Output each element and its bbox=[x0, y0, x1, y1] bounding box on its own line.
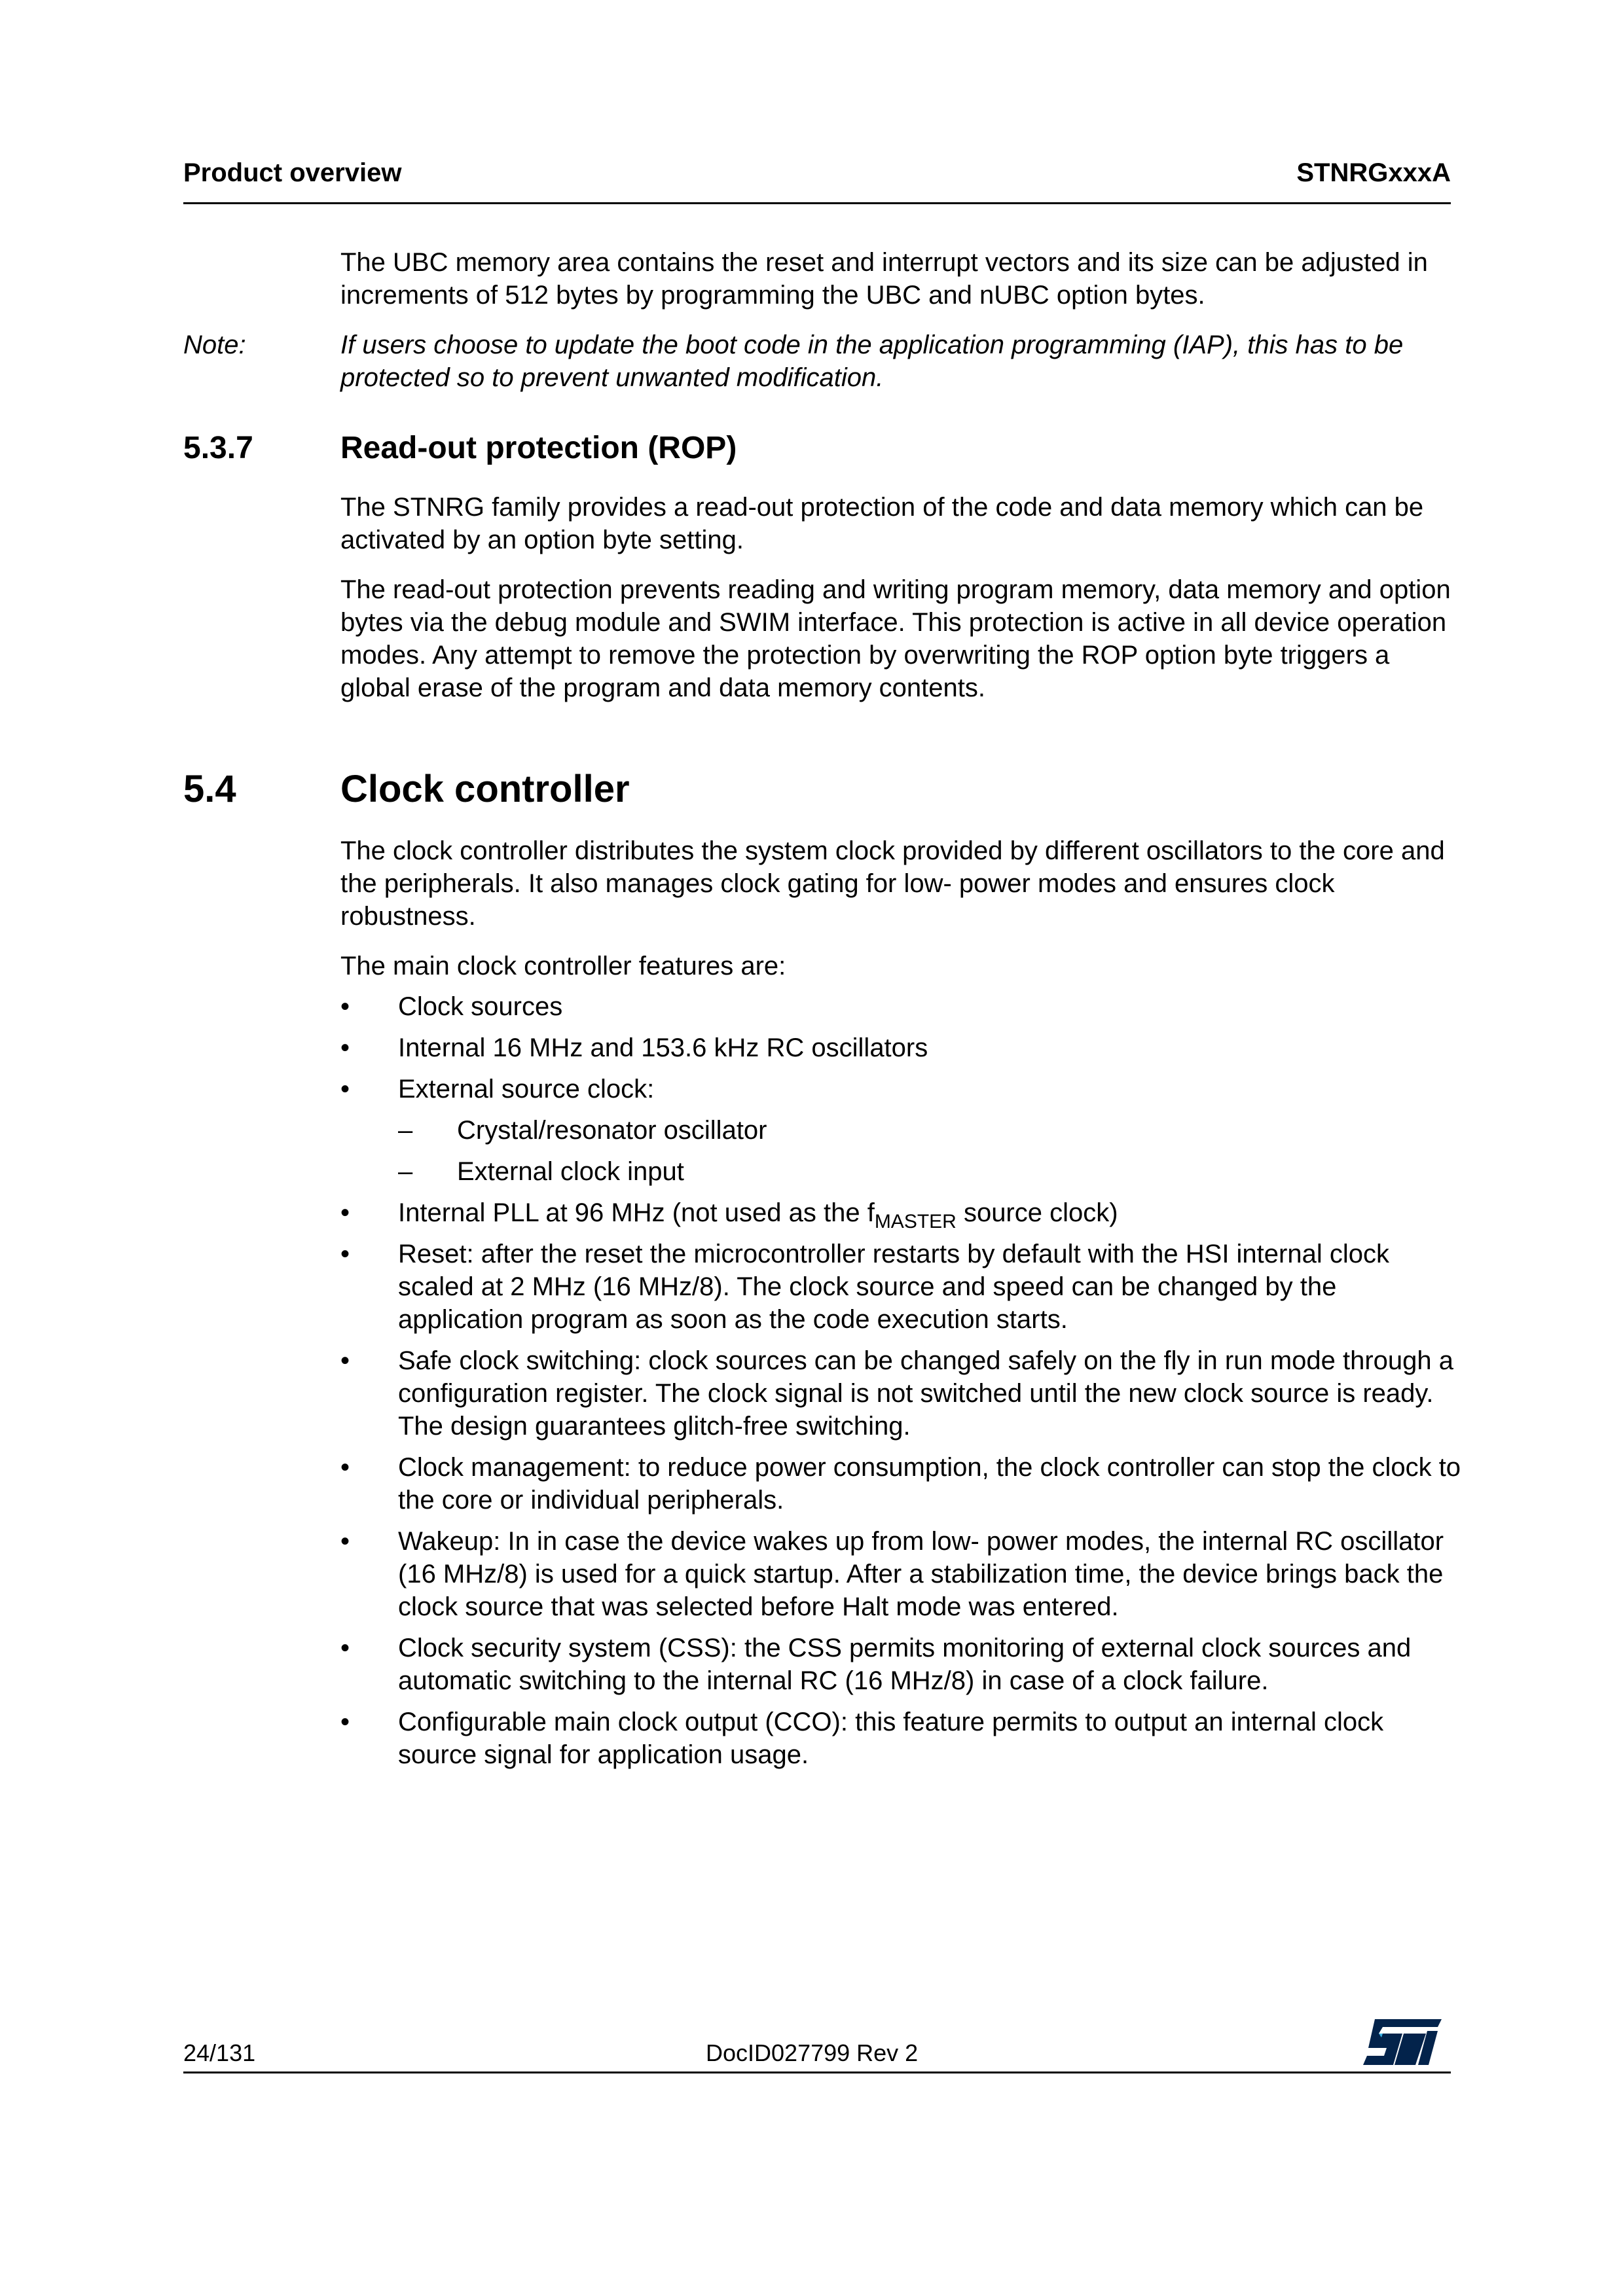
clock-paragraph-2: The main clock controller features are: bbox=[340, 952, 786, 980]
header-product-name: STNRGxxxA bbox=[1296, 158, 1451, 187]
list-item-text: Internal 16 MHz and 153.6 kHz RC oscillators bbox=[398, 1033, 928, 1062]
section-title-rop: Read-out protection (ROP) bbox=[340, 431, 737, 465]
list-item-text: Wakeup: In in case the device wakes up from low- power modes, the internal RC oscillator (16 MHz/8) is used for a quick startup. After a stabilization time, the device brings back the clock source that was selected before Halt mode was entered. bbox=[398, 1527, 1444, 1621]
list-item-text: Clock sources bbox=[398, 992, 563, 1021]
list-item-text: Crystal/resonator oscillator bbox=[457, 1116, 767, 1145]
dash-icon: – bbox=[398, 1116, 413, 1145]
intro-paragraph bbox=[340, 246, 1453, 312]
bullet-icon: • bbox=[340, 1634, 350, 1662]
list-item-text: Configurable main clock output (CCO): this feature permits to output an internal clock source signal for application usage. bbox=[398, 1708, 1384, 1769]
bullet-icon: • bbox=[340, 1198, 350, 1227]
section-number-5-4: 5.4 bbox=[183, 768, 236, 810]
bullet-icon: • bbox=[340, 992, 350, 1021]
list-item-text: Clock security system (CSS): the CSS permits monitoring of external clock sources and automatic switching to the internal RC (16 MHz/8) in case of a clock failure. bbox=[398, 1634, 1412, 1695]
note-paragraph: If users choose to update the boot code in the application programming (IAP), this has to be protected so to prevent unwanted modification. bbox=[340, 331, 1404, 392]
note-label: Note: bbox=[183, 331, 246, 359]
list-item-text: source clock) bbox=[956, 1198, 1118, 1227]
bullet-icon: • bbox=[340, 1075, 350, 1103]
list-item bbox=[340, 1031, 1467, 1064]
bullet-icon: • bbox=[340, 1033, 350, 1062]
list-item-text: Reset: after the reset the microcontroller restarts by default with the HSI internal clock scaled at 2 MHz (16 MHz/8). The clock source and speed can be changed by the application program as soon as the code execution starts. bbox=[398, 1240, 1389, 1334]
list-item bbox=[340, 1344, 1467, 1443]
section-number-5-3-7: 5.3.7 bbox=[183, 431, 253, 465]
document-id: DocID027799 Rev 2 bbox=[706, 2039, 919, 2066]
clock-body bbox=[340, 834, 1453, 982]
list-item-text: Internal PLL at 96 MHz (not used as the f bbox=[398, 1198, 875, 1227]
bullet-icon: • bbox=[340, 1240, 350, 1268]
note-text bbox=[340, 329, 1453, 394]
sub-list-item bbox=[340, 1114, 1467, 1147]
bullet-icon: • bbox=[340, 1453, 350, 1482]
header-rule bbox=[183, 202, 1451, 204]
bullet-icon: • bbox=[340, 1527, 350, 1556]
list-item bbox=[340, 1238, 1467, 1336]
list-item bbox=[340, 1073, 1467, 1105]
section-title-clock-controller: Clock controller bbox=[340, 768, 630, 810]
dash-icon: – bbox=[398, 1157, 413, 1186]
list-item bbox=[340, 1196, 1467, 1232]
header-section-title: Product overview bbox=[183, 158, 402, 187]
rop-paragraph-2: The read-out protection prevents reading and writing program memory, data memory and option bytes via the debug module and SWIM interface. This protection is active in all device operation modes. Any attempt to remove the protection by overwriting the ROP option byte triggers a global erase of the program and data memory contents. bbox=[340, 575, 1451, 702]
list-item bbox=[340, 1525, 1467, 1623]
bullet-icon: • bbox=[340, 1708, 350, 1736]
list-item bbox=[340, 990, 1467, 1023]
subscript-master: MASTER bbox=[874, 1211, 957, 1232]
list-item-text: Safe clock switching: clock sources can be changed safely on the fly in run mode through a configuration register. The clock signal is not switched until the new clock source is ready. The design guarantees glitch-free switching. bbox=[398, 1346, 1454, 1441]
clock-feature-list bbox=[340, 990, 1467, 1780]
page-number: 24/131 bbox=[183, 2039, 256, 2066]
intro-text: The UBC memory area contains the reset and interrupt vectors and its size can be adjusted in increments of 512 bytes by programming the UBC and nUBC option bytes. bbox=[340, 248, 1428, 310]
rop-body bbox=[340, 491, 1453, 704]
clock-paragraph-1: The clock controller distributes the system clock provided by different oscillators to the core and the peripherals. It also manages clock gating for low- power modes and ensures clock robustness. bbox=[340, 836, 1445, 931]
footer-rule bbox=[183, 2072, 1451, 2073]
list-item bbox=[340, 1632, 1467, 1697]
list-item-text: Clock management: to reduce power consumption, the clock controller can stop the clock to the core or individual peripherals. bbox=[398, 1453, 1461, 1515]
st-logo-icon bbox=[1360, 2018, 1442, 2066]
list-item-text: External source clock: bbox=[398, 1075, 655, 1103]
list-item-text: External clock input bbox=[457, 1157, 684, 1186]
bullet-icon: • bbox=[340, 1346, 350, 1375]
rop-paragraph-1: The STNRG family provides a read-out protection of the code and data memory which can be activated by an option byte setting. bbox=[340, 493, 1424, 554]
list-item bbox=[340, 1451, 1467, 1516]
list-item bbox=[340, 1706, 1467, 1771]
sub-list-item bbox=[340, 1155, 1467, 1188]
